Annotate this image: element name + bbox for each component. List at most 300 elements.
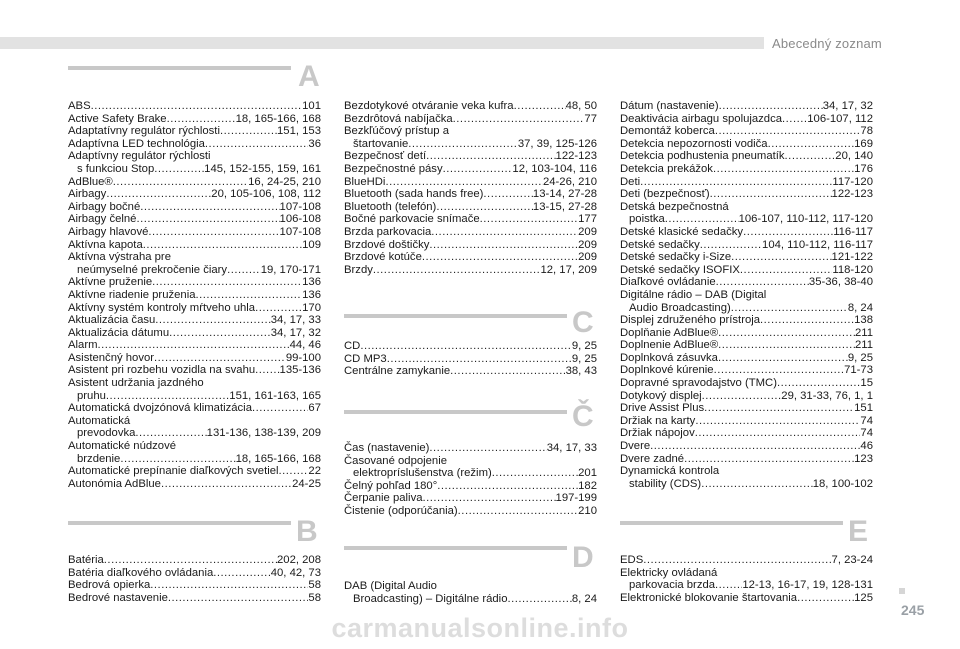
leader-dots bbox=[431, 226, 578, 239]
section-rule-c bbox=[344, 314, 567, 318]
index-entry-pages: 8, 24 bbox=[847, 301, 873, 314]
index-entry-label: Aktívne pruženie bbox=[68, 276, 153, 289]
leader-dots bbox=[695, 427, 861, 440]
section-a-list bbox=[68, 100, 321, 490]
index-entry-label: Bezdotykové otváranie veka kufra bbox=[344, 100, 514, 112]
index-entry bbox=[344, 138, 597, 151]
leader-dots bbox=[429, 442, 546, 455]
index-entry-pages: 99-100 bbox=[285, 351, 321, 364]
index-entry bbox=[620, 125, 873, 138]
index-entry-pages: 48, 50 bbox=[565, 100, 597, 112]
index-entry-label: Brzda parkovacia bbox=[344, 225, 432, 238]
leader-dots bbox=[640, 176, 832, 189]
index-entry bbox=[344, 480, 597, 493]
index-entry-label: Detekcia podhustenia pneumatík bbox=[620, 150, 785, 163]
leader-dots bbox=[718, 352, 848, 365]
index-entry-pages: 8, 24 bbox=[571, 592, 597, 605]
index-entry bbox=[620, 226, 873, 239]
leader-dots bbox=[713, 163, 854, 176]
leader-dots bbox=[797, 592, 854, 605]
index-entry-pages: 177 bbox=[578, 213, 597, 226]
index-entry-label: Brzdy bbox=[344, 263, 373, 276]
index-entry bbox=[620, 390, 873, 403]
index-entry bbox=[344, 505, 597, 518]
index-entry-label: Dvere zadné bbox=[620, 452, 685, 465]
leader-dots bbox=[373, 264, 541, 277]
index-entry bbox=[344, 239, 597, 252]
index-entry-heading: Detská bezpečnostná bbox=[620, 200, 729, 213]
index-entry-label: Detské sedačky ISOFIX bbox=[620, 263, 740, 276]
index-entry-pages: 107-108 bbox=[279, 225, 321, 238]
index-entry-label: EDS bbox=[620, 554, 644, 566]
leader-dots bbox=[436, 201, 533, 214]
leader-dots bbox=[718, 339, 855, 352]
index-entry-pages: 106-107, 112 bbox=[807, 112, 873, 125]
leader-dots bbox=[429, 239, 578, 252]
index-title: Abecedný zoznam bbox=[772, 36, 882, 51]
index-entry-pages: 201 bbox=[578, 467, 597, 480]
section-rule-ch bbox=[344, 410, 567, 414]
index-entry bbox=[620, 314, 873, 327]
index-entry-pages: 136 bbox=[302, 276, 321, 289]
leader-dots bbox=[143, 239, 302, 252]
leader-dots bbox=[760, 314, 854, 327]
index-entry-label: Bluetooth (sada hands free) bbox=[344, 188, 484, 201]
index-entry-label: Detské sedačky bbox=[620, 238, 700, 251]
index-entry-pages: 151 bbox=[854, 402, 873, 415]
leader-dots bbox=[195, 289, 302, 302]
index-entry-label: Airbagy bbox=[68, 188, 107, 201]
leader-dots bbox=[252, 402, 308, 415]
index-entry-pages: 15 bbox=[860, 377, 873, 390]
index-entry-label: Aktívna kapota bbox=[68, 238, 143, 251]
index-entry-pages: 9, 25 bbox=[571, 352, 597, 365]
page-number: 245 bbox=[901, 602, 925, 618]
index-entry bbox=[620, 364, 873, 377]
leader-dots bbox=[714, 364, 845, 377]
index-entry-label: Batéria diaľkového ovládania bbox=[68, 566, 214, 579]
index-entry bbox=[344, 163, 597, 176]
leader-dots bbox=[360, 340, 572, 353]
index-entry-label: Čerpanie paliva bbox=[344, 492, 423, 505]
index-entry-pages: 34, 17, 32 bbox=[822, 100, 873, 112]
index-entry-pages: 151, 153 bbox=[277, 125, 321, 138]
section-rule-b bbox=[68, 521, 291, 525]
index-entry bbox=[620, 579, 873, 592]
index-entry bbox=[620, 402, 873, 415]
index-entry bbox=[68, 138, 321, 151]
index-entry bbox=[344, 467, 597, 480]
index-entry bbox=[344, 264, 597, 277]
section-rule-d bbox=[344, 546, 567, 550]
index-entry-label: Airbagy hlavové bbox=[68, 225, 149, 238]
index-entry-pages: 117-120 bbox=[832, 175, 873, 188]
index-entry bbox=[620, 150, 873, 163]
index-entry-pages: 7, 23-24 bbox=[831, 554, 873, 566]
index-entry-label: Asistenčný hovor bbox=[68, 351, 155, 364]
index-entry bbox=[620, 453, 873, 466]
section-rule-a bbox=[68, 66, 291, 70]
section-e-list bbox=[620, 554, 873, 604]
index-entry-label: Čas (nastavenie) bbox=[344, 442, 430, 454]
index-entry-label: Aktívne riadenie pruženia bbox=[68, 288, 196, 301]
index-entry bbox=[344, 492, 597, 505]
leader-dots bbox=[220, 125, 277, 138]
leader-dots bbox=[150, 579, 308, 592]
leader-dots bbox=[514, 100, 566, 113]
leader-dots bbox=[450, 365, 565, 378]
index-entry-label: s funkciou Stop bbox=[77, 162, 155, 175]
index-entry-heading: DAB (Digital Audio bbox=[344, 580, 437, 592]
index-entry-label: Adaptatívny regulátor rýchlosti bbox=[68, 125, 220, 138]
index-entry bbox=[620, 113, 873, 126]
index-entry-label: Adaptívna LED technológia bbox=[68, 137, 205, 150]
index-entry bbox=[68, 100, 321, 113]
leader-dots bbox=[136, 213, 279, 226]
leader-dots bbox=[169, 327, 271, 340]
index-entry bbox=[344, 100, 597, 113]
leader-dots bbox=[715, 125, 861, 138]
index-entry-label: Airbagy bočné bbox=[68, 200, 141, 213]
index-entry-pages: 12, 17, 209 bbox=[540, 263, 597, 276]
section-letter-ch: Č bbox=[572, 400, 594, 433]
leader-dots bbox=[695, 415, 860, 428]
index-entry-label: parkovacia brzda bbox=[629, 579, 716, 592]
index-entry-label: Čelný pohľad 180° bbox=[344, 479, 438, 492]
index-entry bbox=[620, 302, 873, 315]
index-entry bbox=[620, 251, 873, 264]
index-entry-pages: 121-122 bbox=[831, 251, 873, 264]
leader-dots bbox=[785, 150, 836, 163]
index-entry-heading: Automatické núdzové bbox=[68, 440, 177, 453]
index-entry-pages: 106-107, 110-112, 117-120 bbox=[738, 213, 873, 226]
index-entry-label: Aktívny systém kontroly mŕtveho uhla bbox=[68, 301, 256, 314]
header-bar bbox=[0, 37, 764, 49]
index-entry bbox=[620, 554, 873, 567]
section-letter-a: A bbox=[298, 60, 320, 93]
leader-dots bbox=[98, 339, 290, 352]
index-entry-pages: 38, 43 bbox=[565, 365, 597, 378]
index-entry-pages: 13-15, 27-28 bbox=[532, 200, 597, 213]
index-entry-label: Automatické prepínanie diaľkových svetiel bbox=[68, 465, 279, 478]
index-entry bbox=[620, 339, 873, 352]
leader-dots bbox=[665, 213, 739, 226]
index-entry bbox=[620, 188, 873, 201]
index-entry-pages: 169 bbox=[854, 137, 873, 150]
index-entry-label: stability (CDS) bbox=[629, 477, 702, 490]
index-entry bbox=[68, 453, 321, 466]
index-entry-label: Bedrové nastavenie bbox=[68, 591, 168, 604]
index-entry bbox=[68, 113, 321, 126]
leader-dots bbox=[385, 176, 543, 189]
index-entry bbox=[344, 251, 597, 264]
index-entry bbox=[344, 176, 597, 189]
leader-dots bbox=[279, 465, 309, 478]
leader-dots bbox=[443, 163, 513, 176]
index-entry bbox=[68, 390, 321, 403]
leader-dots bbox=[643, 554, 831, 567]
index-entry-pages: 101 bbox=[302, 100, 321, 112]
index-entry-pages: 211 bbox=[854, 326, 873, 339]
leader-dots bbox=[168, 592, 309, 605]
index-entry-pages: 29, 31-33, 76, 1, 1 bbox=[781, 389, 873, 402]
index-entry-label: Doplnková zásuvka bbox=[620, 351, 718, 364]
index-entry-label: Diaľkové ovládanie bbox=[620, 276, 716, 289]
index-entry-label: Batéria bbox=[68, 554, 104, 566]
leader-dots bbox=[161, 478, 292, 491]
index-entry-heading: Elektricky ovládaná bbox=[620, 566, 718, 579]
section-d-list bbox=[344, 580, 597, 605]
leader-dots bbox=[135, 427, 206, 440]
leader-dots bbox=[205, 138, 309, 151]
page-marker bbox=[899, 588, 905, 594]
index-entry bbox=[68, 289, 321, 302]
index-entry bbox=[68, 239, 321, 252]
leader-dots bbox=[458, 505, 578, 518]
leader-dots bbox=[167, 113, 236, 126]
index-entry bbox=[68, 327, 321, 340]
index-entry-pages: 13-14, 27-28 bbox=[532, 188, 597, 201]
index-entry-label: Bočné parkovacie snímače bbox=[344, 213, 480, 226]
leader-dots bbox=[387, 353, 572, 366]
index-entry-label: Airbagy čelné bbox=[68, 213, 137, 226]
leader-dots bbox=[768, 138, 855, 151]
index-entry bbox=[620, 427, 873, 440]
leader-dots bbox=[700, 239, 762, 252]
leader-dots bbox=[422, 251, 578, 264]
leader-dots bbox=[507, 593, 571, 606]
section-letter-b: B bbox=[296, 515, 318, 548]
index-entry-pages: 131-136, 138-139, 209 bbox=[206, 427, 321, 440]
leader-dots bbox=[743, 226, 833, 239]
index-entry bbox=[620, 276, 873, 289]
index-entry-heading: Časované odpojenie bbox=[344, 454, 448, 467]
index-entry-heading: Asistent udržania jazdného bbox=[68, 377, 204, 390]
index-entry-pages: 107-108 bbox=[279, 200, 321, 213]
index-entry-pages: 71-73 bbox=[844, 364, 873, 377]
index-entry-label: Držiak na karty bbox=[620, 414, 696, 427]
index-entry-pages: 197-199 bbox=[555, 492, 597, 505]
leader-dots bbox=[704, 402, 854, 415]
leader-dots bbox=[426, 150, 555, 163]
section-ch-list bbox=[344, 442, 597, 518]
leader-dots bbox=[453, 113, 585, 126]
leader-dots bbox=[777, 377, 860, 390]
index-entry bbox=[68, 276, 321, 289]
index-entry bbox=[68, 188, 321, 201]
index-entry-label: Displej združeného prístroja bbox=[620, 314, 761, 327]
index-entry bbox=[344, 213, 597, 226]
index-entry-label: Aktualizácia času bbox=[68, 314, 156, 327]
index-entry-pages: 12, 103-104, 116 bbox=[512, 162, 597, 175]
index-entry-label: Bezpečnosť detí bbox=[344, 150, 427, 163]
index-entry-pages: 44, 46 bbox=[289, 339, 321, 352]
index-entry-pages: 74 bbox=[860, 414, 873, 427]
index-entry bbox=[68, 364, 321, 377]
index-entry bbox=[68, 163, 321, 176]
leader-dots bbox=[120, 453, 235, 466]
index-entry bbox=[620, 478, 873, 491]
watermark: carmanualsonline.info bbox=[331, 613, 629, 643]
index-entry-pages: 34, 17, 33 bbox=[546, 442, 597, 454]
leader-dots bbox=[154, 163, 204, 176]
index-entry-label: Dotykový displej bbox=[620, 389, 702, 402]
section-b-list bbox=[68, 554, 321, 604]
index-entry bbox=[344, 365, 597, 378]
index-entry-pages: 19, 170-171 bbox=[260, 263, 321, 276]
leader-dots bbox=[492, 467, 578, 480]
index-entry-pages: 122-123 bbox=[555, 150, 597, 163]
index-entry-pages: 67 bbox=[308, 402, 321, 415]
index-entry-label: Autonómia AdBlue bbox=[68, 477, 161, 490]
index-entry-pages: 9, 25 bbox=[571, 340, 597, 352]
index-entry bbox=[620, 352, 873, 365]
index-entry bbox=[620, 592, 873, 605]
leader-dots bbox=[483, 188, 533, 201]
leader-dots bbox=[715, 579, 742, 592]
index-entry-label: Bluetooth (telefón) bbox=[344, 200, 437, 213]
leader-dots bbox=[710, 188, 832, 201]
index-entry bbox=[68, 579, 321, 592]
index-entry bbox=[68, 125, 321, 138]
leader-dots bbox=[684, 453, 854, 466]
leader-dots bbox=[718, 327, 855, 340]
index-entry-pages: 182 bbox=[578, 479, 597, 492]
index-entry bbox=[620, 138, 873, 151]
index-entry-pages: 104, 110-112, 116-117 bbox=[762, 238, 873, 251]
index-entry bbox=[68, 465, 321, 478]
index-entry bbox=[344, 188, 597, 201]
index-entry-label: štartovanie bbox=[353, 137, 409, 150]
index-entry bbox=[620, 163, 873, 176]
index-entry-pages: 46 bbox=[860, 440, 873, 453]
index-entry-heading: Automatická bbox=[68, 414, 131, 427]
index-entry bbox=[620, 377, 873, 390]
index-entry-pages: 58 bbox=[308, 579, 321, 592]
index-entry bbox=[68, 592, 321, 605]
index-entry-heading: Dynamická kontrola bbox=[620, 465, 720, 478]
index-entry-pages: 136 bbox=[302, 288, 321, 301]
leader-dots bbox=[106, 390, 229, 403]
section-letter-c: C bbox=[572, 306, 594, 339]
index-entry bbox=[68, 427, 321, 440]
leader-dots bbox=[437, 480, 578, 493]
leader-dots bbox=[255, 302, 302, 315]
index-entry-label: Dátum (nastavenie) bbox=[620, 100, 719, 112]
index-entry-label: Aktualizácia dátumu bbox=[68, 326, 170, 339]
index-entry-label: Dopravné spravodajstvo (TMC) bbox=[620, 377, 777, 390]
leader-dots bbox=[701, 478, 813, 491]
index-entry bbox=[68, 478, 321, 491]
index-entry-label: AdBlue® bbox=[68, 175, 113, 188]
section-c-list bbox=[344, 340, 597, 378]
leader-dots bbox=[213, 567, 271, 580]
section-letter-d: D bbox=[572, 541, 594, 574]
index-entry bbox=[344, 340, 597, 353]
index-entry bbox=[68, 176, 321, 189]
index-entry-pages: 122-123 bbox=[831, 188, 873, 201]
leader-dots bbox=[154, 352, 286, 365]
index-entry-pages: 18, 165-166, 168 bbox=[235, 452, 321, 465]
section-rule-e bbox=[620, 521, 843, 525]
index-entry-pages: 20, 140 bbox=[835, 150, 873, 163]
index-entry bbox=[620, 239, 873, 252]
index-entry-pages: 106-108 bbox=[279, 213, 321, 226]
index-entry-pages: 78 bbox=[860, 125, 873, 138]
index-entry-pages: 135-136 bbox=[279, 364, 321, 377]
index-entry-pages: 211 bbox=[854, 339, 873, 352]
leader-dots bbox=[155, 314, 270, 327]
index-entry-pages: 40, 42, 73 bbox=[270, 566, 321, 579]
leader-dots bbox=[423, 492, 556, 505]
leader-dots bbox=[106, 188, 211, 201]
leader-dots bbox=[408, 138, 518, 151]
index-entry bbox=[68, 226, 321, 239]
leader-dots bbox=[702, 390, 782, 403]
index-entry-label: Broadcasting) – Digitálne rádio bbox=[353, 592, 508, 605]
index-entry-pages: 125 bbox=[854, 591, 873, 604]
leader-dots bbox=[152, 276, 302, 289]
index-entry-heading: Digitálne rádio – DAB (Digital bbox=[620, 288, 767, 301]
index-entry-label: Doplnkové kúrenie bbox=[620, 364, 714, 377]
index-entry-heading: Bezkľúčový prístup a bbox=[344, 125, 450, 138]
index-entry-pages: 16, 24-25, 210 bbox=[248, 175, 321, 188]
index-entry-label: Audio Broadcasting) bbox=[629, 301, 731, 314]
index-entry bbox=[344, 113, 597, 126]
leader-dots bbox=[716, 276, 809, 289]
index-entry-label: Elektronické blokovanie štartovania bbox=[620, 591, 798, 604]
index-entry-pages: 37, 39, 125-126 bbox=[517, 137, 597, 150]
index-entry bbox=[620, 327, 873, 340]
index-entry-pages: 118-120 bbox=[832, 263, 873, 276]
index-entry-pages: 34, 17, 33 bbox=[270, 314, 321, 327]
index-entry bbox=[344, 226, 597, 239]
index-entry-label: neúmyselné prekročenie čiary bbox=[77, 263, 228, 276]
index-entry-label: Čistenie (odporúčania) bbox=[344, 504, 458, 517]
index-entry bbox=[68, 314, 321, 327]
index-entry bbox=[68, 339, 321, 352]
index-entry-pages: 24-26, 210 bbox=[542, 175, 597, 188]
leader-dots bbox=[740, 264, 832, 277]
index-entry bbox=[344, 150, 597, 163]
index-entry-pages: 9, 25 bbox=[847, 351, 873, 364]
index-entry-pages: 138 bbox=[854, 314, 873, 327]
index-entry-pages: 34, 17, 32 bbox=[270, 326, 321, 339]
index-entry bbox=[620, 213, 873, 226]
index-entry-pages: 18, 165-166, 168 bbox=[235, 112, 321, 125]
index-entry-label: elektropríslušenstva (režim) bbox=[353, 467, 492, 480]
index-entry-label: Deti (bezpečnosť) bbox=[620, 188, 710, 201]
section-d-continued-list bbox=[620, 100, 873, 490]
index-entry-label: Doplnenie AdBlue® bbox=[620, 339, 719, 352]
leader-dots bbox=[91, 100, 303, 113]
leader-dots bbox=[255, 364, 279, 377]
index-entry-pages: 209 bbox=[578, 238, 597, 251]
index-entry-label: Brzdové kotúče bbox=[344, 251, 422, 264]
index-entry-label: Detekcia nepozornosti vodiča bbox=[620, 137, 768, 150]
index-entry-label: Bezpečnostné pásy bbox=[344, 162, 443, 175]
index-entry bbox=[344, 442, 597, 455]
leader-dots bbox=[148, 226, 279, 239]
index-entry-pages: 35-36, 38-40 bbox=[808, 276, 873, 289]
index-entry-label: Alarm bbox=[68, 339, 98, 352]
index-entry-label: Drive Assist Plus bbox=[620, 402, 705, 415]
leader-dots bbox=[782, 113, 807, 126]
leader-dots bbox=[731, 251, 831, 264]
leader-dots bbox=[227, 264, 261, 277]
index-entry-pages: 12-13, 16-17, 19, 128-131 bbox=[742, 579, 873, 592]
index-entry-label: Držiak nápojov bbox=[620, 427, 695, 440]
